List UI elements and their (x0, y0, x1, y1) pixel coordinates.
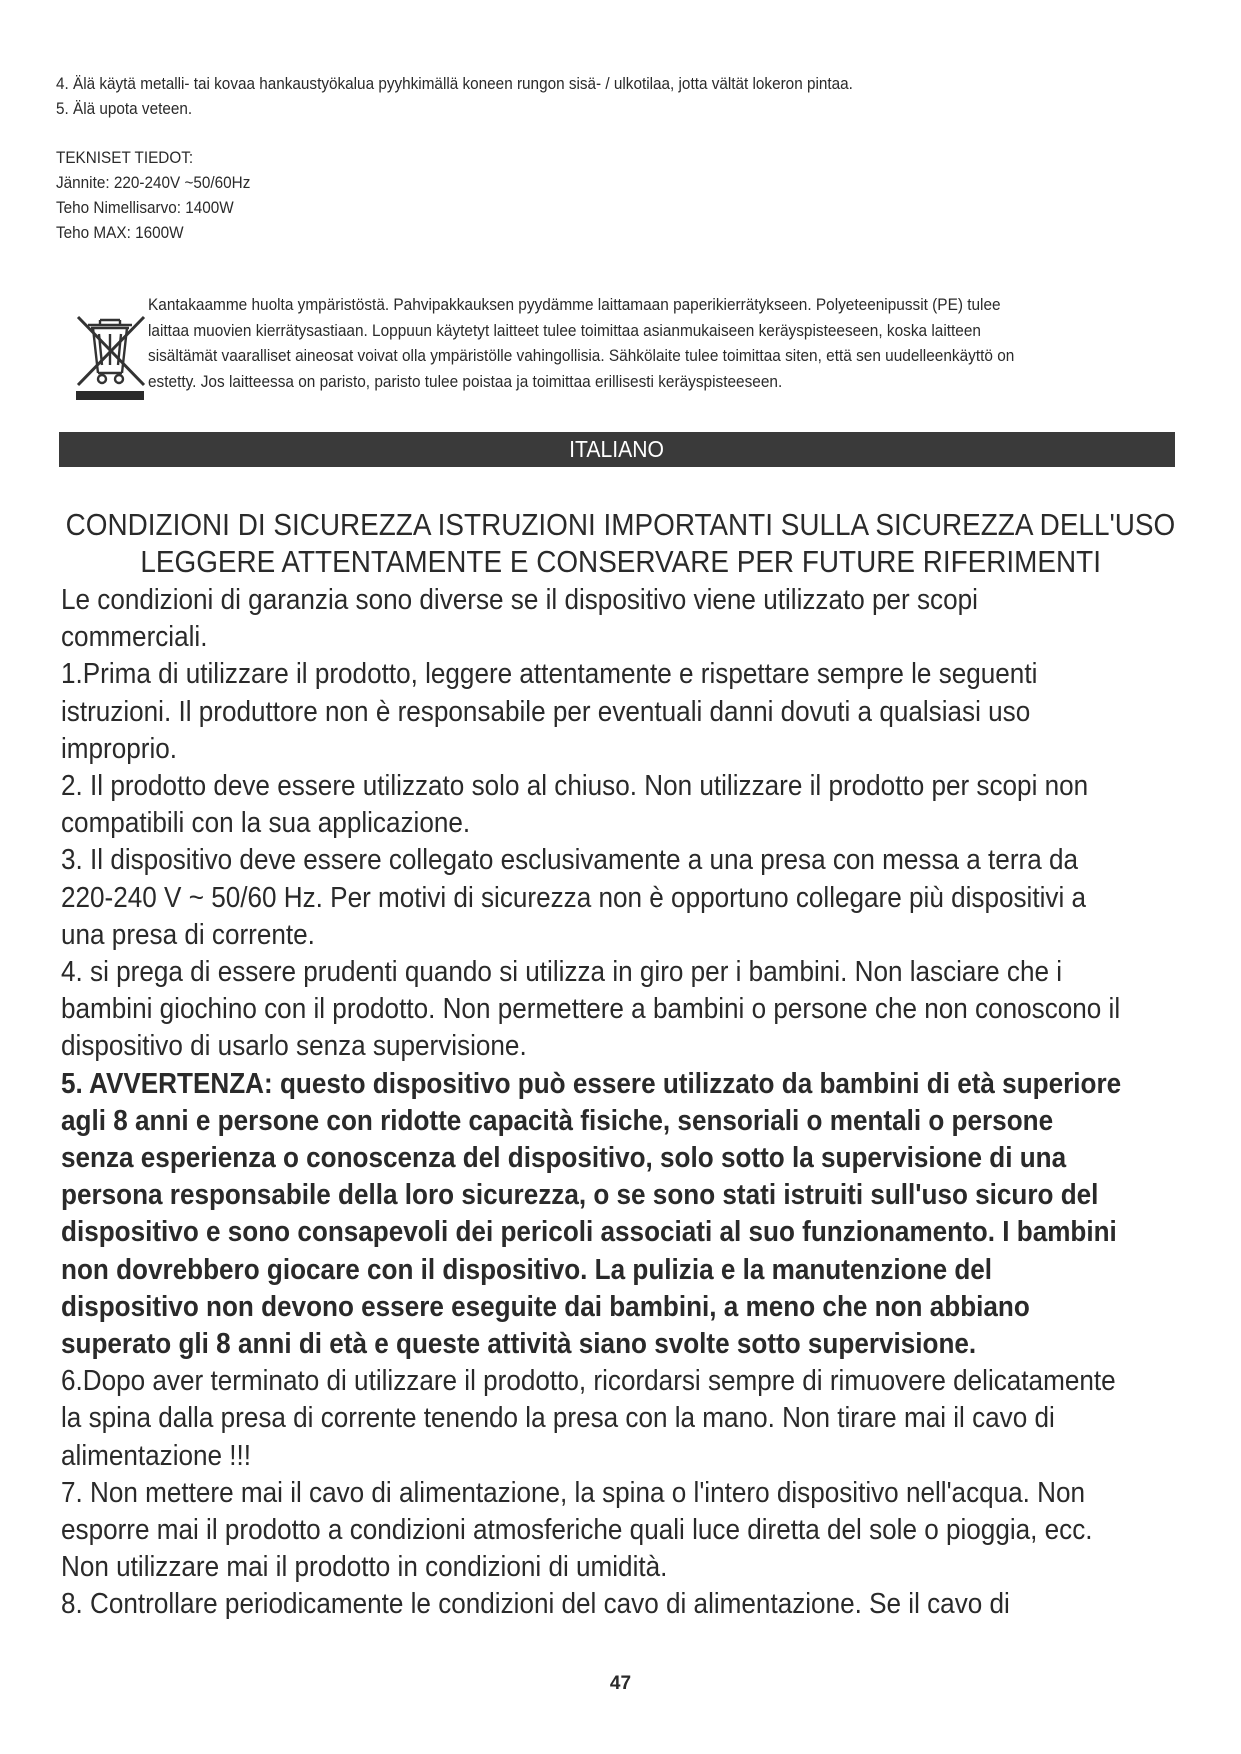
tech-spec-rated-power: Teho Nimellisarvo: 1400W (56, 198, 234, 217)
body-line: improprio. (61, 732, 178, 765)
body-line: 3. Il dispositivo deve essere collegato esclusivamente a una presa con messa a terra da (61, 844, 1079, 877)
warning-line: senza esperienza o conoscenza del dispositivo, solo sotto la supervisione di una (61, 1142, 1067, 1175)
body-line: esporre mai il prodotto a condizioni atmosferiche quali luce diretta del sole o pioggia, ecc. (61, 1514, 1093, 1547)
body-line: 4. si prega di essere prudenti quando si utilizza in giro per i bambini. Non lasciare che i (61, 956, 1063, 989)
language-label: ITALIANO (569, 436, 665, 462)
body-line: istruzioni. Il produttore non è responsabile per eventuali danni dovuti a qualsiasi uso (61, 695, 1031, 728)
warning-line: dispositivo e sono consapevoli dei pericoli associati al suo funzionamento. I bambini (61, 1216, 1117, 1249)
body-line: Le condizioni di garanzia sono diverse se il dispositivo viene utilizzato per scopi (61, 584, 978, 616)
recycling-line: sisältämät vaaralliset aineosat voivat olla ympäristölle vahingollisia. Sähkölaite tulee toimittaa siten, että sen uudelleenkäyttö on (148, 346, 1015, 365)
body-line: Non utilizzare mai il prodotto in condizioni di umidità. (61, 1551, 668, 1584)
language-section-bar (59, 432, 1175, 467)
body-line: 2. Il prodotto deve essere utilizzato solo al chiuso. Non utilizzare il prodotto per scopi non (61, 770, 1089, 803)
instruction-line: 5. Älä upota veteen. (56, 99, 193, 118)
tech-spec-max-power: Teho MAX: 1600W (56, 223, 184, 242)
body-line: 8. Controllare periodicamente le condizioni del cavo di alimentazione. Se il cavo di (61, 1588, 1010, 1621)
warning-line: non dovrebbero giocare con il dispositivo. La pulizia e la manutenzione del (61, 1253, 993, 1286)
heading-line: LEGGERE ATTENTAMENTE E CONSERVARE PER FUTURE RIFERIMENTI (140, 544, 1101, 579)
body-line: 6.Dopo aver terminato di utilizzare il prodotto, ricordarsi sempre di rimuovere delicatamente (61, 1365, 1116, 1398)
crossed-out-wheelie-bin-icon (74, 311, 150, 401)
warning-line: persona responsabile della loro sicurezza, o se sono stati istruiti sull'uso sicuro del (61, 1179, 1099, 1212)
body-line: bambini giochino con il prodotto. Non permettere a bambini o persone che non conoscono il (61, 993, 1121, 1026)
instruction-line: 4. Älä käytä metalli- tai kovaa hankaustyökalua pyyhkimällä koneen rungon sisä- / ulkotilaa, jotta vältät lokeron pintaa. (56, 74, 853, 93)
heading-line: CONDIZIONI DI SICUREZZA ISTRUZIONI IMPORTANTI SULLA SICUREZZA DELL'USO (65, 507, 1176, 542)
warning-line: dispositivo non devono essere eseguite dai bambini, a meno che non abbiano (61, 1290, 1030, 1323)
recycling-line: estetty. Jos laitteessa on paristo, paristo tulee poistaa ja toimittaa erillisesti keräyspisteeseen. (148, 371, 783, 391)
body-line: commerciali. (61, 621, 208, 654)
warning-line: superato gli 8 anni di età e queste attività siano svolte sotto supervisione. (61, 1328, 977, 1361)
recycling-line: laittaa muovien kierrätysastiaan. Loppuun käytetyt laitteet tulee toimittaa asianmukaiseen keräyspisteeseen, koska laitteen (148, 320, 981, 340)
body-line: 220-240 V ~ 50/60 Hz. Per motivi di sicurezza non è opportuno collegare più dispositivi a (61, 881, 1087, 914)
warning-line: 5. AVVERTENZA: questo dispositivo può essere utilizzato da bambini di età superiore (61, 1067, 1122, 1100)
safety-heading (0, 506, 1241, 580)
warning-line: agli 8 anni e persone con ridotte capacità fisiche, sensoriali o mentali o persone (61, 1104, 1054, 1137)
body-line: la spina dalla presa di corrente tenendo la presa con la mano. Non tirare mai il cavo di (61, 1402, 1055, 1435)
body-line: 1.Prima di utilizzare il prodotto, leggere attentamente e rispettare sempre le seguenti (61, 658, 1038, 691)
body-line: alimentazione !!! (61, 1439, 252, 1472)
recycling-notice (148, 292, 1171, 394)
body-line: compatibili con la sua applicazione. (61, 807, 471, 840)
body-line: dispositivo di usarlo senza supervisione. (61, 1030, 527, 1063)
tech-specs-title: TEKNISET TIEDOT: (56, 148, 194, 167)
tech-spec-voltage: Jännite: 220-240V ~50/60Hz (56, 173, 251, 192)
finnish-section (56, 71, 1073, 245)
body-line: una presa di corrente. (61, 918, 315, 951)
page-number: 47 (609, 1673, 632, 1694)
body-line: 7. Non mettere mai il cavo di alimentazione, la spina o l'intero dispositivo nell'acqua. Non (61, 1476, 1086, 1509)
recycling-line: Kantakaamme huolta ympäristöstä. Pahvipakkauksen pyydämme laittamaan paperikierrätykseen. Polyeteenipussit (PE) tulee (148, 295, 1001, 314)
italian-instructions (61, 582, 1195, 1624)
